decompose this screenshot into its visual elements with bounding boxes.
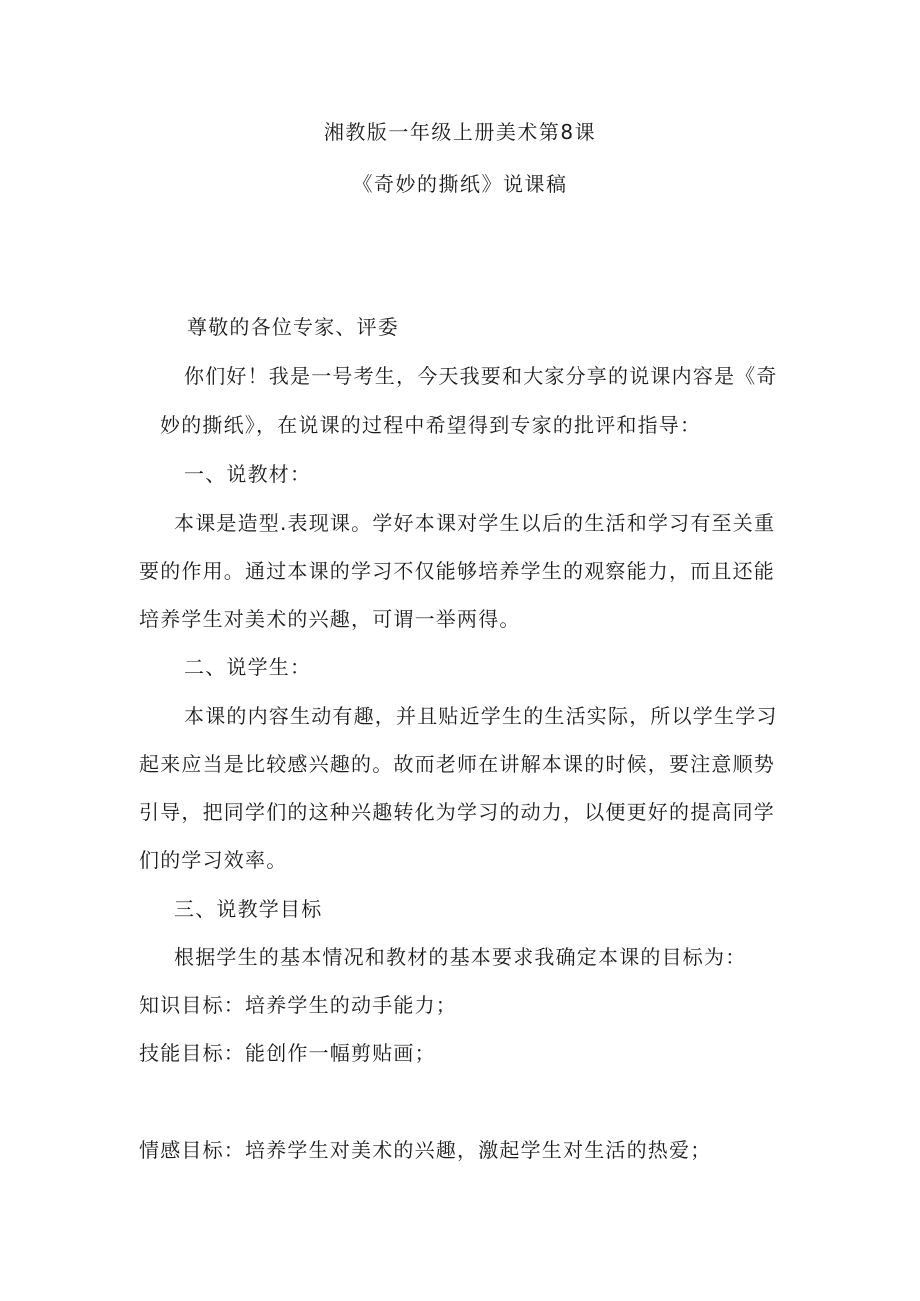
section-2-line-3: 引导，把同学们的这种兴趣转化为学习的动力，以便更好的提高同学 bbox=[139, 800, 775, 824]
section-3-intro: 根据学生的基本情况和教材的基本要求我确定本课的目标为： bbox=[174, 945, 747, 969]
section-2-line-2: 起来应当是比较感兴趣的。故而老师在讲解本课的时候，要注意顺势 bbox=[139, 752, 775, 776]
section-3-heading: 三、说教学目标 bbox=[174, 897, 323, 921]
section-2-heading: 二、说学生： bbox=[184, 655, 312, 679]
section-2-line-1: 本课的内容生动有趣，并且贴近学生的生活实际，所以学生学习 bbox=[184, 704, 778, 728]
title-line-2: 《奇妙的撕纸》说课稿 bbox=[352, 172, 568, 196]
section-1-line-1: 本课是造型.表现课。学好本课对学生以后的生活和学习有至关重 bbox=[174, 511, 776, 535]
section-1-heading: 一、说教材： bbox=[184, 462, 312, 486]
goal-knowledge: 知识目标：培养学生的动手能力； bbox=[139, 993, 457, 1017]
section-1-line-3: 培养学生对美术的兴趣，可谓一举两得。 bbox=[139, 607, 521, 631]
intro-line-2: 妙的撕纸》，在说课的过程中希望得到专家的批评和指导： bbox=[160, 413, 702, 437]
section-1-line-2: 要的作用。通过本课的学习不仅能够培养学生的观察能力，而且还能 bbox=[139, 559, 775, 583]
goal-emotion: 情感目标：培养学生对美术的兴趣，激起学生对生活的热爱； bbox=[139, 1138, 712, 1162]
greeting: 尊敬的各位专家、评委 bbox=[187, 315, 399, 339]
goal-skill: 技能目标：能创作一幅剪贴画； bbox=[139, 1041, 436, 1065]
section-2-line-4: 们的学习效率。 bbox=[139, 848, 288, 872]
title-line-1: 湘教版一年级上册美术第8课 bbox=[323, 120, 597, 144]
intro-line-1: 你们好！我是一号考生，今天我要和大家分享的说课内容是《奇 bbox=[184, 364, 778, 388]
